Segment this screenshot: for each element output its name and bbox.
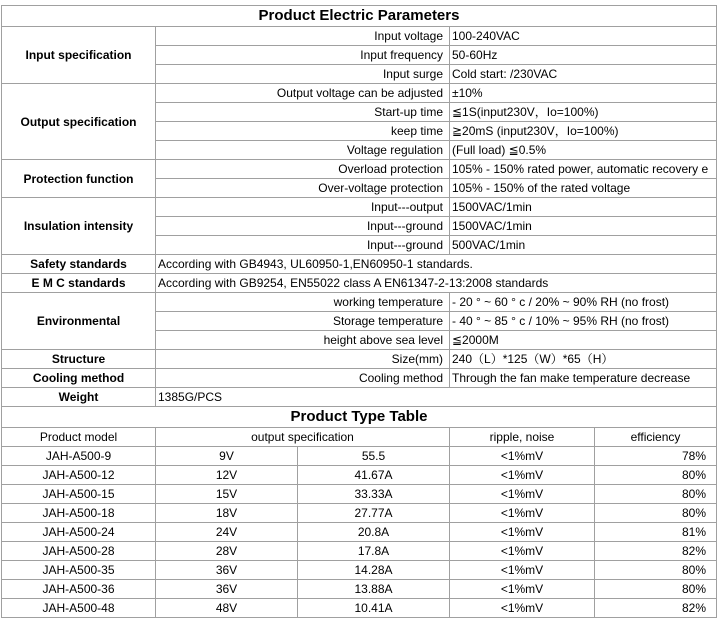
param-name: Cooling method: [156, 369, 450, 388]
param-value: 105% - 150% of the rated voltage: [450, 179, 717, 198]
param-row: [2, 27, 717, 46]
voltage-cell: 36V: [156, 561, 298, 580]
category-label: Structure: [2, 350, 156, 369]
table-row: [2, 580, 717, 599]
efficiency-cell: 82%: [595, 599, 717, 618]
voltage-cell: 9V: [156, 447, 298, 466]
category-label: Cooling method: [2, 369, 156, 388]
param-name: Start-up time: [156, 103, 450, 122]
param-value: - 40 ° ~ 85 ° c / 10% ~ 95% RH (no frost): [450, 312, 717, 331]
ripple-cell: <1%mV: [450, 504, 595, 523]
model-cell: JAH-A500-36: [2, 580, 156, 599]
model-cell: JAH-A500-48: [2, 599, 156, 618]
param-value: ±10%: [450, 84, 717, 103]
efficiency-cell: 80%: [595, 561, 717, 580]
cooling-row: [2, 369, 717, 388]
current-cell: 41.67A: [298, 466, 450, 485]
ripple-cell: <1%mV: [450, 447, 595, 466]
category-label: Protection function: [2, 160, 156, 198]
voltage-cell: 28V: [156, 542, 298, 561]
param-row: [2, 198, 717, 217]
model-cell: JAH-A500-24: [2, 523, 156, 542]
ripple-cell: <1%mV: [450, 523, 595, 542]
emc-row: [2, 274, 717, 293]
param-value: 500VAC/1min: [450, 236, 717, 255]
param-name: Input---ground: [156, 236, 450, 255]
type-title-row: [2, 407, 717, 428]
efficiency-cell: 78%: [595, 447, 717, 466]
param-name: Over-voltage protection: [156, 179, 450, 198]
current-cell: 27.77A: [298, 504, 450, 523]
efficiency-cell: 80%: [595, 485, 717, 504]
safety-row: [2, 255, 717, 274]
param-name: keep time: [156, 122, 450, 141]
electric-title-row: [2, 6, 717, 27]
param-name: Storage temperature: [156, 312, 450, 331]
param-value: 1385G/PCS: [156, 388, 717, 407]
voltage-cell: 48V: [156, 599, 298, 618]
model-cell: JAH-A500-12: [2, 466, 156, 485]
current-cell: 14.28A: [298, 561, 450, 580]
current-cell: 13.88A: [298, 580, 450, 599]
model-cell: JAH-A500-15: [2, 485, 156, 504]
param-name: Input surge: [156, 65, 450, 84]
ripple-cell: <1%mV: [450, 466, 595, 485]
voltage-cell: 15V: [156, 485, 298, 504]
param-value: 1500VAC/1min: [450, 217, 717, 236]
voltage-cell: 18V: [156, 504, 298, 523]
param-name: Input frequency: [156, 46, 450, 65]
table-row: [2, 523, 717, 542]
param-name: Input voltage: [156, 27, 450, 46]
param-name: Voltage regulation: [156, 141, 450, 160]
category-label: Insulation intensity: [2, 198, 156, 255]
voltage-cell: 24V: [156, 523, 298, 542]
param-value: ≧20mS (input230V，Io=100%): [450, 122, 717, 141]
structure-row: [2, 350, 717, 369]
table-row: [2, 504, 717, 523]
param-name: Input---output: [156, 198, 450, 217]
table-row: [2, 485, 717, 504]
model-cell: JAH-A500-28: [2, 542, 156, 561]
category-label: Weight: [2, 388, 156, 407]
param-name: Output voltage can be adjusted: [156, 84, 450, 103]
param-value: According with GB9254, EN55022 class A EN61347-2-13:2008 standards: [156, 274, 717, 293]
param-value: Cold start: /230VAC: [450, 65, 717, 84]
efficiency-cell: 80%: [595, 504, 717, 523]
ripple-cell: <1%mV: [450, 561, 595, 580]
current-cell: 10.41A: [298, 599, 450, 618]
param-name: Input---ground: [156, 217, 450, 236]
param-value: Through the fan make temperature decrease: [450, 369, 717, 388]
efficiency-cell: 80%: [595, 580, 717, 599]
ripple-cell: <1%mV: [450, 599, 595, 618]
param-value: 100-240VAC: [450, 27, 717, 46]
spec-table: [1, 5, 717, 618]
table-row: [2, 561, 717, 580]
ripple-cell: <1%mV: [450, 485, 595, 504]
category-label: Output specification: [2, 84, 156, 160]
type-table-title: Product Type Table: [2, 407, 717, 428]
efficiency-cell: 80%: [595, 466, 717, 485]
model-cell: JAH-A500-35: [2, 561, 156, 580]
voltage-cell: 12V: [156, 466, 298, 485]
voltage-cell: 36V: [156, 580, 298, 599]
table-row: [2, 599, 717, 618]
param-name: working temperature: [156, 293, 450, 312]
param-name: Size(mm): [156, 350, 450, 369]
param-value: 1500VAC/1min: [450, 198, 717, 217]
header-model: Product model: [2, 428, 156, 447]
param-value: According with GB4943, UL60950-1,EN60950-1 standards.: [156, 255, 717, 274]
model-cell: JAH-A500-18: [2, 504, 156, 523]
param-value: - 20 ° ~ 60 ° c / 20% ~ 90% RH (no frost): [450, 293, 717, 312]
current-cell: 20.8A: [298, 523, 450, 542]
param-value: 50-60Hz: [450, 46, 717, 65]
electric-title: Product Electric Parameters: [2, 6, 717, 27]
header-output: output specification: [156, 428, 450, 447]
ripple-cell: <1%mV: [450, 542, 595, 561]
weight-row: [2, 388, 717, 407]
category-label: Environmental: [2, 293, 156, 350]
efficiency-cell: 82%: [595, 542, 717, 561]
param-name: Overload protection: [156, 160, 450, 179]
header-efficiency: efficiency: [595, 428, 717, 447]
param-row: [2, 160, 717, 179]
table-row: [2, 466, 717, 485]
header-ripple: ripple, noise: [450, 428, 595, 447]
category-label: Input specification: [2, 27, 156, 84]
param-value: 105% - 150% rated power, automatic recovery e: [450, 160, 717, 179]
param-row: [2, 293, 717, 312]
current-cell: 55.5: [298, 447, 450, 466]
param-value: 240（L）*125（W）*65（H）: [450, 350, 717, 369]
spec-sheet: [1, 5, 716, 618]
type-header-row: [2, 428, 717, 447]
param-value: (Full load) ≦0.5%: [450, 141, 717, 160]
param-value: ≦2000M: [450, 331, 717, 350]
category-label: E M C standards: [2, 274, 156, 293]
current-cell: 33.33A: [298, 485, 450, 504]
model-cell: JAH-A500-9: [2, 447, 156, 466]
table-row: [2, 542, 717, 561]
efficiency-cell: 81%: [595, 523, 717, 542]
table-row: [2, 447, 717, 466]
current-cell: 17.8A: [298, 542, 450, 561]
category-label: Safety standards: [2, 255, 156, 274]
ripple-cell: <1%mV: [450, 580, 595, 599]
param-name: height above sea level: [156, 331, 450, 350]
param-row: [2, 84, 717, 103]
param-value: ≦1S(input230V，Io=100%): [450, 103, 717, 122]
